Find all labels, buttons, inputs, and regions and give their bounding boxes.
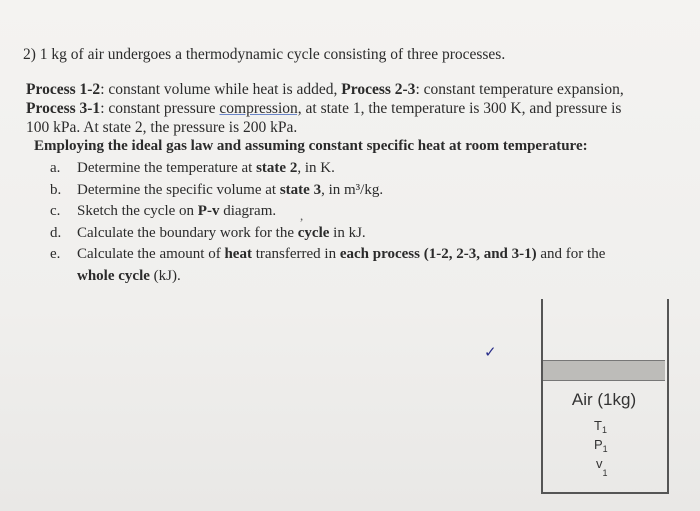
- var-subscript: 1: [602, 444, 608, 454]
- pressure-label: [594, 437, 608, 454]
- question-text: , in m³/kg.: [321, 181, 384, 198]
- state-1-text: at state 1, the temperature is 300 K, and pressure is: [301, 100, 622, 117]
- underlined-compression: compression,: [219, 100, 302, 117]
- question-bold: whole cycle: [77, 267, 150, 284]
- question-text: and for the: [536, 246, 606, 262]
- question-label: d.: [50, 224, 62, 241]
- ideal-gas-instruction: Employing the ideal gas law and assuming constant specific heat at room temperature:: [34, 138, 588, 154]
- question-text: transferred in: [251, 246, 340, 262]
- check-icon: ✓: [484, 345, 497, 361]
- process-description: [26, 80, 674, 137]
- question-label: e.: [50, 246, 61, 262]
- problem-title: 2) 1 kg of air undergoes a thermodynamic cycle consisting of three processes.: [23, 46, 506, 63]
- question-text: Calculate the amount of: [77, 246, 225, 262]
- question-text: Sketch the cycle on: [77, 203, 198, 219]
- question-text: (kJ).: [149, 267, 181, 284]
- question-bold: state 3: [279, 181, 322, 198]
- temperature-label: [594, 418, 607, 435]
- question-b: [50, 180, 670, 202]
- question-bold: heat: [224, 246, 252, 262]
- question-a: [50, 158, 670, 180]
- question-text: in kJ.: [329, 224, 366, 241]
- process-2-3-text: : constant temperature expansion,: [415, 81, 624, 98]
- question-bold: each process (1-2, 2-3, and 3-1): [339, 246, 537, 262]
- figure-title: Air (1kg): [571, 390, 637, 409]
- question-text: , in K.: [297, 160, 335, 176]
- var-subscript: 1: [602, 468, 608, 478]
- var-letter: T: [594, 418, 602, 433]
- question-label: a.: [50, 160, 61, 176]
- volume-label: [596, 456, 608, 478]
- process-1-2-label: Process 1-2: [26, 81, 101, 98]
- question-text: Determine the temperature at: [77, 160, 257, 176]
- stray-comma-mark: ,: [300, 208, 304, 223]
- state-2-text: 100 kPa. At state 2, the pressure is 200 kPa.: [26, 119, 298, 136]
- process-3-1-text: : constant pressure: [100, 100, 220, 117]
- question-bold: state 2: [256, 160, 298, 176]
- process-1-2-text: : constant volume while heat is added,: [100, 81, 342, 98]
- process-2-3-label: Process 2-3: [341, 81, 416, 98]
- question-e: [50, 244, 670, 287]
- question-bold: cycle: [297, 224, 330, 241]
- var-letter: v: [596, 456, 603, 471]
- question-text: diagram.: [219, 203, 277, 219]
- question-bold: P-v: [197, 203, 220, 219]
- question-list: [50, 158, 670, 287]
- question-c: [50, 201, 670, 223]
- question-text: Calculate the boundary work for the: [77, 224, 298, 241]
- var-letter: P: [594, 437, 603, 452]
- question-label: b.: [50, 181, 62, 198]
- process-3-1-label: Process 3-1: [26, 100, 101, 117]
- piston: [543, 360, 665, 381]
- question-label: c.: [50, 203, 61, 219]
- question-d: [50, 223, 670, 245]
- question-text: Determine the specific volume at: [77, 181, 280, 198]
- var-subscript: 1: [601, 425, 607, 435]
